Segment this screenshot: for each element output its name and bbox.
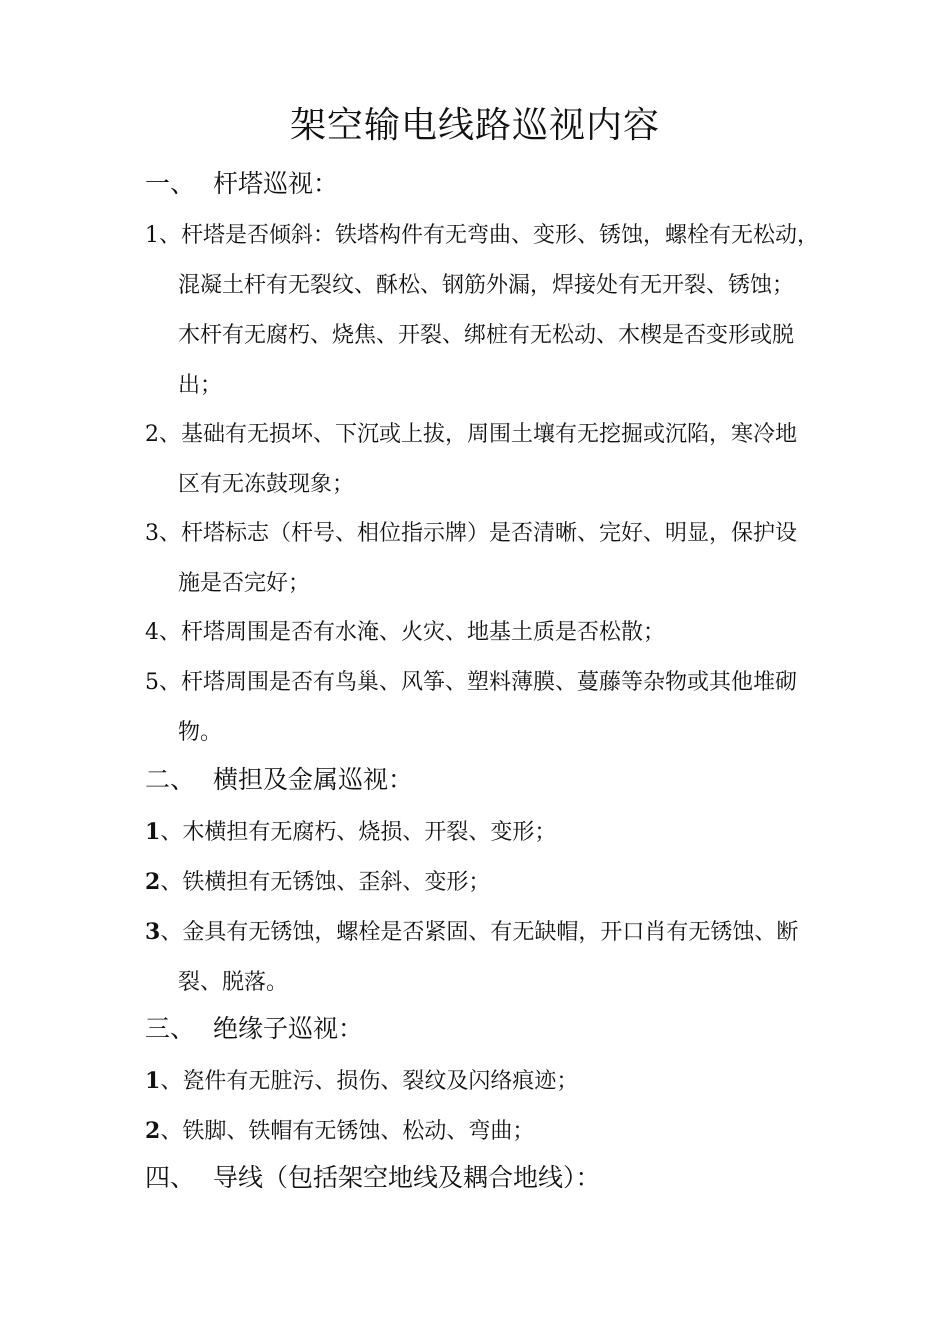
item-line: 区有无冻鼓现象； xyxy=(178,472,355,497)
section-title: 杆塔巡视： xyxy=(213,169,339,198)
item-line: 杆塔标志（杆号、相位指示牌）是否清晰、完好、明显，保护设 xyxy=(181,521,798,546)
item-line: 混凝土杆有无裂纹、酥松、钢筋外漏，焊接处有无开裂、锈蚀； xyxy=(178,273,795,298)
list-item xyxy=(145,1106,815,1157)
item-line: 杆塔周围是否有水淹、火灾、地基土质是否松散； xyxy=(181,620,666,645)
section-title: 绝缘子巡视： xyxy=(213,1014,364,1043)
section-number: 二、 xyxy=(145,765,196,794)
section-title: 横担及金属巡视： xyxy=(213,765,414,794)
item-line: 杆塔周围是否有鸟巢、风筝、塑料薄膜、蔓藤等杂物或其他堆砌 xyxy=(181,670,798,695)
document-title: 架空输电线路巡视内容 xyxy=(289,105,660,146)
section-heading-4 xyxy=(145,1161,601,1195)
item-line: 、铁横担有无锈蚀、歪斜、变形； xyxy=(160,870,491,895)
item-number: 1、 xyxy=(145,223,181,248)
item-line: 物。 xyxy=(178,720,223,745)
section-title: 导线（包括架空地线及耦合地线）： xyxy=(213,1163,601,1192)
item-line: 裂、脱落。 xyxy=(178,970,289,995)
item-number: 2 xyxy=(145,1118,161,1144)
item-line: 木杆有无腐朽、烧焦、开裂、绑桩有无松动、木楔是否变形或脱 xyxy=(178,323,795,348)
item-number: 1 xyxy=(145,819,161,845)
item-line: 、金具有无锈蚀，螺栓是否紧固、有无缺帽，开口肖有无锈蚀、断 xyxy=(160,920,799,945)
list-item xyxy=(145,410,815,510)
item-number: 2 xyxy=(145,869,161,895)
section-heading-3 xyxy=(145,1012,363,1046)
item-line: 、瓷件有无脏污、损伤、裂纹及闪络痕迹； xyxy=(160,1069,579,1094)
item-number: 5、 xyxy=(145,670,181,695)
item-line: 杆塔是否倾斜：铁塔构件有无弯曲、变形、锈蚀，螺栓有无松动， xyxy=(181,223,820,248)
item-line: 施是否完好； xyxy=(178,571,311,596)
list-item xyxy=(145,807,815,858)
item-line: 出； xyxy=(178,373,223,398)
section-number: 三、 xyxy=(145,1014,196,1043)
section-number: 四、 xyxy=(145,1163,196,1192)
item-number: 4、 xyxy=(145,620,181,645)
item-line: 、铁脚、铁帽有无锈蚀、松动、弯曲； xyxy=(160,1119,535,1144)
item-number: 3 xyxy=(145,919,161,945)
section-number: 一、 xyxy=(145,169,196,198)
list-item xyxy=(145,509,815,609)
section-heading-1 xyxy=(145,167,338,201)
item-number: 3、 xyxy=(145,521,181,546)
list-item xyxy=(145,857,815,908)
item-line: 、木横担有无腐朽、烧损、开裂、变形； xyxy=(160,820,557,845)
item-number: 2、 xyxy=(145,422,181,447)
item-number: 1 xyxy=(145,1068,161,1094)
list-item xyxy=(145,608,815,658)
section-heading-2 xyxy=(145,763,413,797)
list-item xyxy=(145,211,820,411)
item-line: 基础有无损坏、下沉或上拔，周围土壤有无挖掘或沉陷，寒冷地 xyxy=(181,422,798,447)
list-item xyxy=(145,658,815,758)
list-item xyxy=(145,907,815,1008)
list-item xyxy=(145,1056,815,1107)
